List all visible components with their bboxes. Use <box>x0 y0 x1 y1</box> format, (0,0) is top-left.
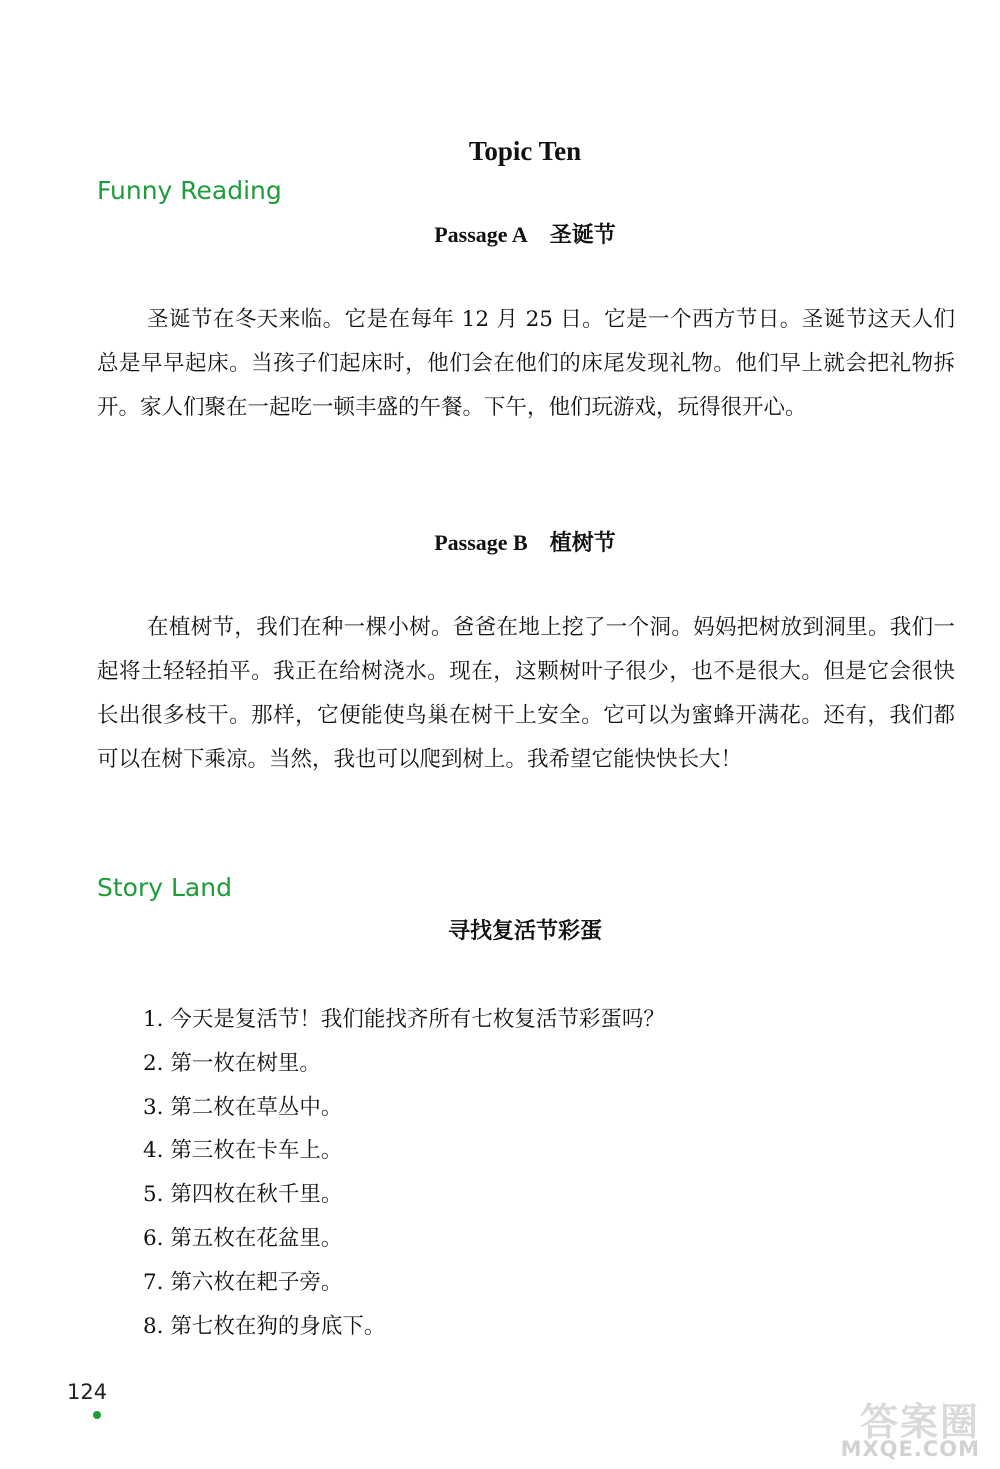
list-item: 6. 第五枚在花盆里。 <box>143 1225 343 1251</box>
page-title: Topic Ten <box>468 136 582 166</box>
passage-a-label: Passage A <box>434 222 528 247</box>
watermark-logo: 答案圈 <box>859 1400 980 1444</box>
list-item: 5. 第四枚在秋千里。 <box>143 1182 343 1208</box>
section-heading-funny-reading: Funny Reading <box>97 176 282 205</box>
list-item: 7. 第六枚在耙子旁。 <box>143 1269 343 1295</box>
section-heading-story-land: Story Land <box>97 873 232 902</box>
passage-b-chinese-title: 植树节 <box>549 530 616 555</box>
passage-b-body: 在植树节，我们在种一棵小树。爸爸在地上挖了一个洞。妈妈把树放到洞里。我们一起将土轻轻拍平。我正在给树浇水。现在，这颗树叶子很少，也不是很大。但是它会很快长出很多枝干。那样，它便能使鸟巢在树干上安全。它可以为蜜蜂开满花。还有，我们都可以在树下乘凉。当然，我也可以爬到树上。我希望它能快快长大！ <box>97 615 955 772</box>
passage-a-chinese-title: 圣诞节 <box>549 222 616 247</box>
passage-a-body: 圣诞节在冬天来临。它是在每年 12 月 25 日。它是一个西方节日。圣诞节这天人们总是早早起床。当孩子们起床时，他们会在他们的床尾发现礼物。他们早上就会把礼物拆开。家人们聚在一起吃一顿丰盛的午餐。下午，他们玩游戏，玩得很开心。 <box>97 307 955 420</box>
list-item: 8. 第七枚在狗的身底下。 <box>143 1313 386 1339</box>
list-item: 1. 今天是复活节！我们能找齐所有七枚复活节彩蛋吗？ <box>143 1007 665 1032</box>
watermark-url: MXQE.COM <box>840 1437 980 1461</box>
page-dot-decoration <box>93 1411 101 1419</box>
passage-b-title <box>0 526 1000 557</box>
passage-b-label: Passage B <box>434 530 528 555</box>
story-title: 寻找复活节彩蛋 <box>447 918 602 943</box>
list-item: 2. 第一枚在树里。 <box>143 1050 321 1076</box>
watermark <box>784 1391 984 1461</box>
passage-a-title <box>0 218 1000 249</box>
list-item: 4. 第三枚在卡车上。 <box>143 1138 343 1164</box>
story-list <box>143 998 665 1348</box>
page-number: 124 <box>67 1380 108 1404</box>
list-item: 3. 第二枚在草丛中。 <box>143 1094 343 1120</box>
